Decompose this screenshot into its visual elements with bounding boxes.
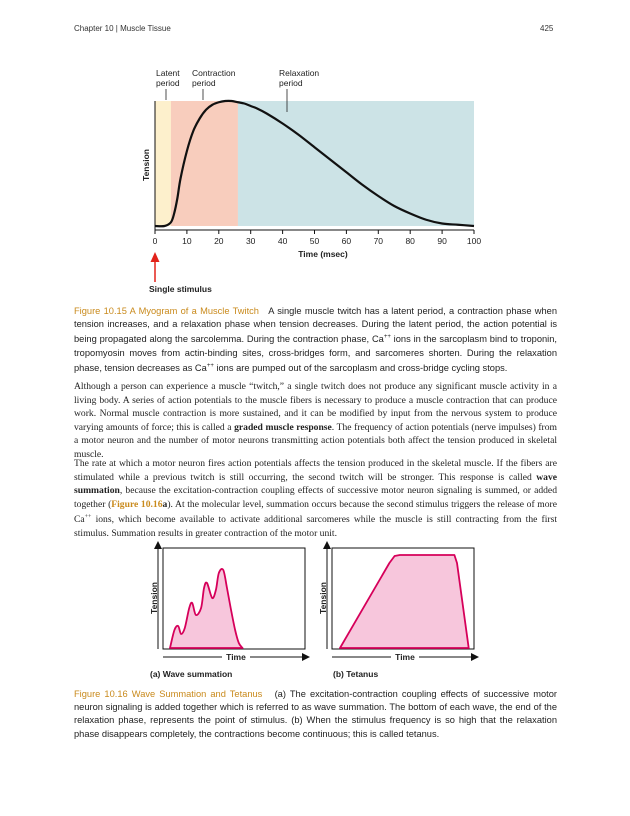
- x-tick-label: 60: [341, 236, 352, 246]
- myogram-figure: [0, 0, 630, 300]
- panel-a-xlabel: Time: [226, 652, 246, 662]
- stimulus-arrowhead: [151, 252, 160, 262]
- x-tick-label: 30: [245, 236, 256, 246]
- x-tick-label: 100: [466, 236, 482, 246]
- paragraph-graded-response: Although a person can experience a muscle “twitch,” a single twitch does not produce any significant muscle activity in a living body. A series of action potentials to the muscle fibers is necessary to produce a muscle contraction that can produce work. Normal muscle contraction is more sustained, and it can be modified by input from the nervous system to produce varying amounts of force; this is called a graded muscle response. The frequency of action potentials (nerve impulses) from a motor neuron and the number of motor neurons transmitting action potentials both affect the tension produced in skeletal muscle.: [74, 381, 557, 460]
- panel-b-ylabel: Tension: [318, 582, 328, 614]
- panel-a-label: (a) Wave summation: [150, 669, 233, 679]
- x-tick-label: 70: [373, 236, 384, 246]
- panel-b-label: (b) Tetanus: [333, 669, 379, 679]
- contraction-label-2: period: [192, 78, 216, 88]
- phase-band-relaxation: [238, 101, 474, 226]
- figure-10-15-caption: Figure 10.15 A Myogram of a Muscle Twitch A single muscle twitch has a latent period, a contraction phase when tension increases, and a relaxation phase when tension decreases. During the latent period, the action potential is being propagated along the sarcolemma. During the contraction phase, Ca++ ions in the sarcoplasm bind to troponin, tropomyosin moves from actin-binding sites, cross-bridges form, and sarcomeres shorten. During the relaxation phase, tension decreases as Ca++ ions are pumped out of the sarcoplasm and cross-bridge cycling stops.: [74, 306, 557, 373]
- contraction-label-1: Contraction: [192, 68, 236, 78]
- y-axis-label: Tension: [141, 149, 151, 181]
- x-tick-label: 0: [152, 236, 158, 246]
- x-tick-label: 40: [277, 236, 288, 246]
- figure-10-16-label: Figure 10.16 Wave Summation and Tetanus: [74, 689, 263, 699]
- figure-10-16-link[interactable]: Figure 10.16a: [111, 498, 168, 510]
- x-tick-label: 20: [214, 236, 224, 246]
- latent-label-1: Latent: [156, 68, 180, 78]
- panel-a-ylabel: Tension: [149, 582, 159, 614]
- latent-label-2: period: [156, 78, 180, 88]
- paragraph-wave-summation: The rate at which a motor neuron fires action potentials affects the tension produced in the skeletal muscle. If the fibers are stimulated while a previous twitch is still occurring, the second twitch will be stronger. This response is called wave summation, because the excitation-contraction coupling effects of successive motor neuron signaling is summed, or added together (Figure 10.16a). At the molecular level, summation occurs because the second stimulus triggers the release of more Ca++ ions, which become available to activate additional sarcomeres while the muscle is still contracting from the first stimulus. Summation results in greater contraction of the motor unit.: [74, 458, 557, 539]
- running-header: Chapter 10 | Muscle Tissue: [74, 24, 171, 33]
- x-tick-label: 50: [309, 236, 320, 246]
- x-tick-label: 90: [437, 236, 447, 246]
- summation-tetanus-figure: [0, 535, 630, 685]
- page-number: 425: [540, 24, 554, 33]
- stimulus-label: Single stimulus: [149, 284, 212, 294]
- panel-b-xlabel: Time: [395, 652, 415, 662]
- relaxation-label-1: Relaxation: [279, 68, 320, 78]
- figure-10-16-caption: Figure 10.16 Wave Summation and Tetanus (a) The excitation-contraction coupling effects of successive motor neuron signaling is added together which is referred to as wave summation. The bottom of each wave, the end of the relaxation phase, represents the point of stimulus. (b) When the stimulus frequency is so high that the relaxation phase disappears completely, the contractions become continuous; this is called tetanus.: [74, 689, 557, 739]
- phase-band-latent: [155, 101, 171, 226]
- phase-band-contraction: [171, 101, 238, 226]
- figure-10-15-label: Figure 10.15 A Myogram of a Muscle Twitch: [74, 306, 259, 316]
- x-axis-label: Time (msec): [298, 249, 348, 259]
- x-tick-label: 10: [182, 236, 192, 246]
- x-tick-label: 80: [405, 236, 415, 246]
- relaxation-label-2: period: [279, 78, 303, 88]
